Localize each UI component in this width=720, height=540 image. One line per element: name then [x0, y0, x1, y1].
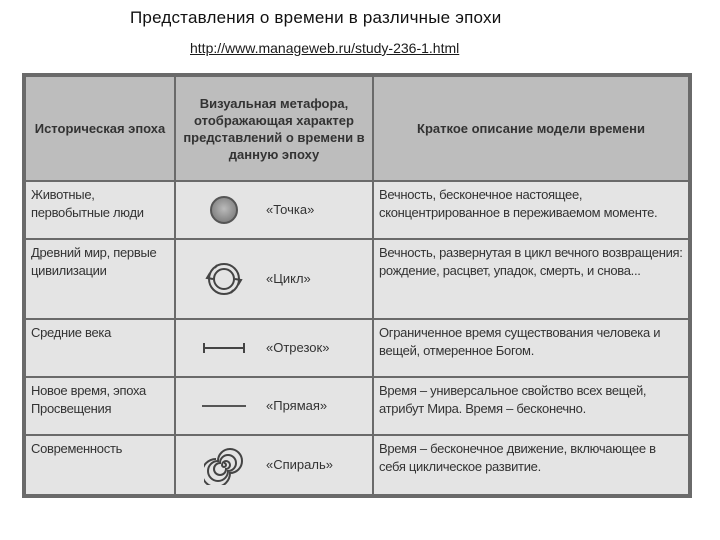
metaphor-cell	[175, 319, 373, 377]
metaphor-label: «Спираль»	[266, 457, 333, 472]
metaphor-cell	[175, 181, 373, 239]
table-header-row	[25, 76, 689, 181]
metaphor-label: «Точка»	[266, 202, 315, 217]
line-icon	[202, 388, 246, 424]
description-cell: Время – универсальное свойство всех вещей, атрибут Мира. Время – бесконечно.	[373, 377, 689, 435]
era-cell: Современность	[25, 435, 175, 495]
table-row	[25, 377, 689, 435]
metaphor-cell	[175, 377, 373, 435]
table-row	[25, 181, 689, 239]
description-cell: Вечность, бесконечное настоящее, сконцентрированное в переживаемом моменте.	[373, 181, 689, 239]
spiral-icon	[202, 447, 246, 483]
description-cell: Ограниченное время существования человека и вещей, отмеренное Богом.	[373, 319, 689, 377]
description-cell: Вечность, развернутая в цикл вечного возвращения: рождение, расцвет, упадок, смерть, и снова...	[373, 239, 689, 319]
source-link[interactable]: http://www.manageweb.ru/study-236-1.html	[190, 40, 460, 56]
era-cell: Новое время, эпоха Просвещения	[25, 377, 175, 435]
column-header-era: Историческая эпоха	[25, 76, 175, 181]
era-cell: Животные, первобытные люди	[25, 181, 175, 239]
table-row	[25, 239, 689, 319]
time-representations-table	[24, 75, 690, 496]
column-header-description: Краткое описание модели времени	[373, 76, 689, 181]
metaphor-label: «Цикл»	[266, 271, 311, 286]
time-table-scan	[22, 73, 692, 498]
table-row	[25, 319, 689, 377]
metaphor-label: «Прямая»	[266, 398, 328, 413]
dot-icon	[202, 192, 246, 228]
description-cell: Время – бесконечное движение, включающее в себя циклическое развитие.	[373, 435, 689, 495]
era-cell: Средние века	[25, 319, 175, 377]
metaphor-cell	[175, 239, 373, 319]
cycle-icon	[202, 261, 246, 297]
table-row	[25, 435, 689, 495]
era-cell: Древний мир, первые цивилизации	[25, 239, 175, 319]
metaphor-label: «Отрезок»	[266, 340, 330, 355]
page-title: Представления о времени в различные эпохи	[130, 8, 502, 27]
segment-icon	[202, 330, 246, 366]
metaphor-cell	[175, 435, 373, 495]
column-header-metaphor: Визуальная метафора, отображающая характер представлений о времени в данную эпоху	[175, 76, 373, 181]
